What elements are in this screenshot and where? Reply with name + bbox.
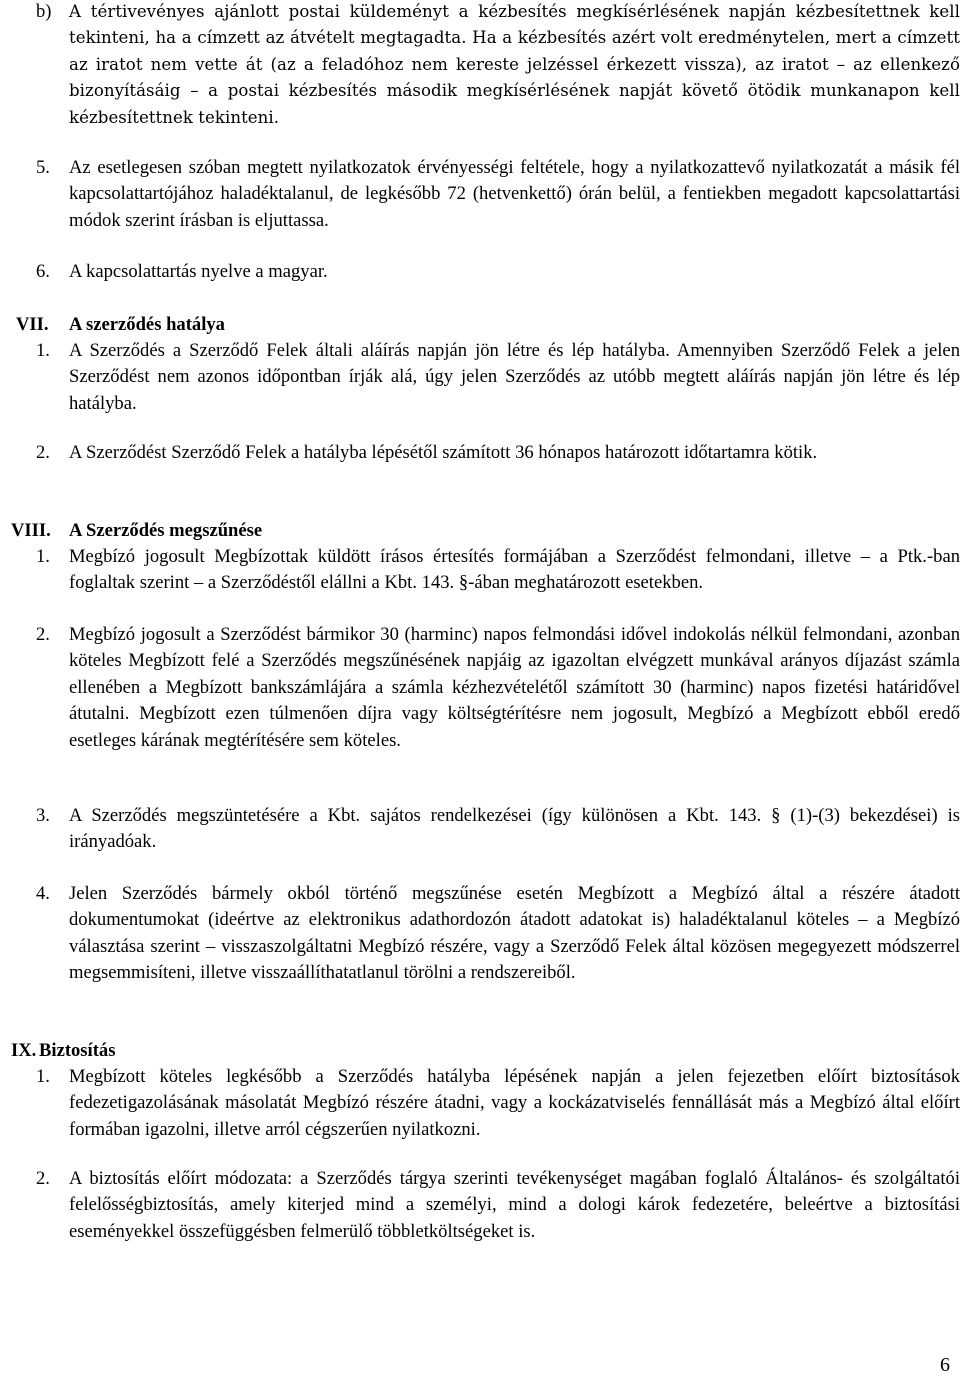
paragraph-viii-2	[36, 622, 960, 754]
paragraph-viii-1	[36, 544, 960, 597]
item-number: 2.	[36, 624, 50, 645]
section-heading-vii	[16, 312, 940, 338]
item-number: 2.	[36, 442, 50, 463]
page-number: 6	[940, 1354, 950, 1376]
section-number: VIII.	[11, 520, 51, 541]
paragraph-ix-1	[36, 1064, 960, 1143]
section-heading-ix	[11, 1038, 935, 1064]
paragraph-text: A tértivevényes ajánlott postai küldeményt a kézbesítés megkísérlésének napján kézbesítettnek kell tekinteni, ha a címzett az átvételt megtagadta. Ha a kézbesítés azért volt eredménytelen, mert a címzett az iratot nem vette át (az a feladóhoz nem kereste jelzéssel érkezett vissza), az iratot – az ellenkező bizonyításáig – a postai kézbesítés második megkísérlésének napját követő ötödik munkanapon kell kézbesítettnek tekinteni.	[69, 2, 960, 127]
paragraph-text: Megbízó jogosult a Szerződést bármikor 30 (harminc) napos felmondási idővel indokolás nélkül felmondani, azonban köteles Megbízott felé a Szerződés megszűnésének napjáig az igazoltan elvégzett munkával arányos díjazást számla ellenében a Megbízott bankszámlájára a számla kézhezvételétől számított 30 (harminc) napos fizetési határidővel átutalni. Megbízott ezen túlmenően díjra vagy költségtérítésre nem jogosult, Megbízó a Megbízott ebből eredő esetleges kárának megtérítésére sem köteles.	[69, 624, 960, 751]
section-number: VII.	[16, 314, 49, 335]
paragraph-text: Az esetlegesen szóban megtett nyilatkozatok érvényességi feltétele, hogy a nyilatkozattevő nyilatkozatát a másik fél kapcsolattartójához haladéktalanul, de legkésőbb 72 (hetvenkettő) órán belül, a fentiekben megadott kapcsolattartási módok szerint írásban is eljuttassa.	[69, 157, 960, 231]
item-number: 5.	[36, 157, 50, 178]
paragraph-text: A Szerződés megszüntetésére a Kbt. sajátos rendelkezései (így különösen a Kbt. 143. § (1)-(3) bekezdései) is irányadóak.	[69, 805, 960, 853]
section-number: IX.	[11, 1040, 37, 1061]
paragraph-text: A Szerződés a Szerződő Felek általi aláírás napján jön létre és lép hatályba. Amennyiben Szerződő Felek a jelen Szerződést nem azonos időpontban írják alá, úgy jelen Szerződés az utóbb megtett aláírás napján jön létre és lép hatályba.	[69, 340, 960, 414]
item-number: 3.	[36, 805, 50, 826]
paragraph-viii-4	[36, 881, 960, 987]
paragraph-vii-1	[36, 338, 960, 417]
section-title: A Szerződés megszűnése	[69, 520, 263, 541]
paragraph-6	[36, 259, 960, 285]
paragraph-text: A biztosítás előírt módozata: a Szerződés tárgya szerinti tevékenységet magában foglaló Általános- és szolgáltatói felelősségbiztosítás, amely kiterjed mind a személyi, mind a dologi károk fedezetére, beleértve a biztosítási eseményekkel összefüggésben felmerülő többletköltségeket is.	[69, 1168, 960, 1242]
paragraph-5	[36, 155, 960, 234]
paragraph-b	[36, 0, 960, 131]
paragraph-ix-2	[36, 1166, 960, 1245]
paragraph-text: A Szerződést Szerződő Felek a hatályba lépésétől számított 36 hónapos határozott időtartamra kötik.	[69, 442, 818, 463]
paragraph-viii-3	[36, 803, 960, 856]
section-title: Biztosítás	[39, 1040, 116, 1061]
item-number: 1.	[36, 546, 50, 567]
item-number: 4.	[36, 883, 50, 904]
paragraph-text: A kapcsolattartás nyelve a magyar.	[69, 261, 328, 282]
section-title: A szerződés hatálya	[69, 314, 225, 335]
item-number: 2.	[36, 1168, 50, 1189]
paragraph-text: Jelen Szerződés bármely okból történő megszűnése esetén Megbízott a Megbízó által a részére átadott dokumentumokat (ideértve az elektronikus adathordozón átadott adatokat is) haladéktalanul köteles – a Megbízó választása szerint – visszaszolgáltatni Megbízó részére, vagy a Szerződő Felek által közösen megegyezett módszerrel megsemmisíteni, illetve visszaállíthatatlanul törölni a rendszereiből.	[69, 883, 960, 984]
item-number: 1.	[36, 1066, 50, 1087]
item-number: 1.	[36, 340, 50, 361]
item-number: b)	[36, 1, 52, 22]
paragraph-text: Megbízó jogosult Megbízottak küldött írásos értesítés formájában a Szerződést felmondani, illetve – a Ptk.-ban foglaltak szerint – a Szerződéstől elállni a Kbt. 143. §-ában meghatározott esetekben.	[69, 546, 960, 594]
paragraph-text: Megbízott köteles legkésőbb a Szerződés hatályba lépésének napján a jelen fejezetben előírt biztosítások fedezetigazolásának másolatát Megbízó részére átadni, vagy a kockázatviselés fennállását más a Megbízó által előírt formában igazolni, illetve arról cégszerűen nyilatkozni.	[69, 1066, 960, 1140]
paragraph-vii-2	[36, 440, 960, 466]
section-heading-viii	[11, 518, 935, 544]
item-number: 6.	[36, 261, 50, 282]
